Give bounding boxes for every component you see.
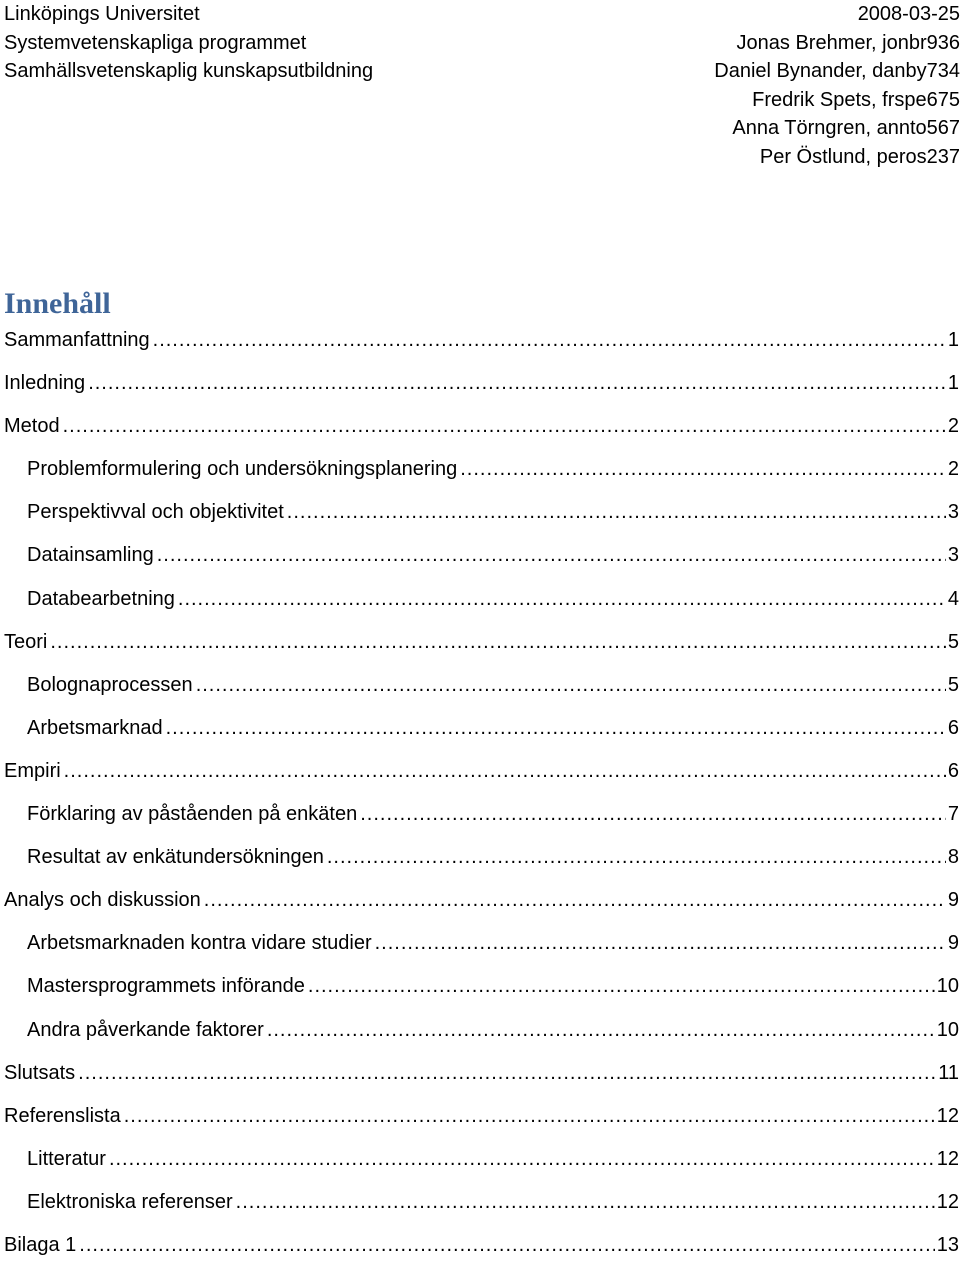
toc-entry[interactable] [0,750,960,793]
toc-entry-label: Andra påverkande faktorer [27,1018,264,1041]
toc-dot-leader [196,664,946,707]
toc-page-number: 2 [947,458,959,481]
toc-entry[interactable] [0,1224,960,1267]
toc-dot-leader [287,491,946,534]
toc-entry-label: Metod [4,415,60,438]
toc-heading: Innehåll [4,287,111,320]
toc-entry-label: Litteratur [27,1147,106,1170]
table-of-contents [0,319,960,1267]
toc-page-number: 9 [947,932,959,955]
toc-dot-leader [460,448,946,491]
toc-page-number: 12 [936,1104,959,1127]
toc-entry-label: Slutsats [4,1061,76,1084]
toc-dot-leader [157,534,946,577]
toc-dot-leader [79,1224,934,1267]
toc-entry[interactable] [0,1095,960,1138]
toc-subentry[interactable] [0,965,960,1008]
toc-page-number: 7 [947,803,959,826]
toc-page-number: 3 [947,544,959,567]
toc-entry-label: Inledning [4,372,86,395]
university-name: Linköpings Universitet [4,3,200,25]
toc-page-number: 6 [947,759,959,782]
toc-entry[interactable] [0,362,960,405]
toc-dot-leader [204,879,946,922]
toc-page-number: 1 [947,372,959,395]
toc-page-number: 5 [947,630,959,653]
toc-page-number: 9 [947,889,959,912]
toc-dot-leader [88,362,946,405]
author-line: Anna Törngren, annto567 [732,117,960,139]
toc-dot-leader [236,1181,935,1224]
author-line: Daniel Bynander, danby734 [714,60,960,82]
toc-entry-label: Sammanfattning [4,329,150,351]
toc-entry-label: Teori [4,630,48,653]
toc-page-number: 12 [936,1190,959,1213]
toc-entry[interactable] [0,879,960,922]
toc-dot-leader [308,965,935,1008]
toc-subentry[interactable] [0,707,960,750]
toc-dot-leader [327,836,946,879]
header-author-block [714,0,960,171]
program-name: Systemvetenskapliga programmet [4,31,307,54]
toc-page-number: 6 [947,716,959,739]
toc-page-number: 10 [936,975,959,998]
toc-entry-label: Databearbetning [27,587,175,610]
toc-subentry[interactable] [0,1181,960,1224]
toc-entry-label: Arbetsmarknaden kontra vidare studier [27,932,372,955]
toc-dot-leader [64,750,946,793]
toc-page-number: 1 [947,329,959,351]
toc-dot-leader [267,1009,935,1052]
header-institution-block [4,0,373,86]
toc-entry-label: Bilaga 1 [4,1233,77,1256]
toc-page-number: 12 [936,1147,959,1170]
author-line: Fredrik Spets, frspe675 [752,88,960,111]
toc-entry-label: Elektroniska referenser [27,1190,233,1213]
toc-page-number: 3 [947,501,959,524]
toc-entry-label: Resultat av enkätundersökningen [27,846,324,869]
toc-page-number: 2 [947,415,959,438]
toc-entry-label: Perspektivval och objektivitet [27,501,284,524]
toc-dot-leader [63,405,946,448]
course-name: Samhällsvetenskaplig kunskapsutbildning [4,60,374,82]
toc-subentry[interactable] [0,836,960,879]
toc-page-number: 4 [947,587,959,610]
toc-entry[interactable] [0,1052,960,1095]
toc-dot-leader [109,1138,935,1181]
toc-dot-leader [78,1052,936,1095]
toc-dot-leader [124,1095,935,1138]
toc-page-number: 11 [938,1061,959,1084]
toc-dot-leader [360,793,946,836]
toc-page-number: 10 [936,1018,959,1041]
toc-subentry[interactable] [0,578,960,621]
document-header [0,0,960,170]
toc-entry-label: Problemformulering och undersökningsplanering [27,458,458,481]
toc-page-number: 8 [947,846,959,869]
toc-entry[interactable] [0,319,960,362]
toc-page-number: 5 [947,673,959,696]
toc-subentry[interactable] [0,1138,960,1181]
toc-subentry[interactable] [0,1009,960,1052]
toc-entry-label: Arbetsmarknad [27,716,163,739]
toc-dot-leader [166,707,946,750]
author-line: Jonas Brehmer, jonbr936 [736,31,960,54]
toc-subentry[interactable] [0,534,960,577]
toc-entry-label: Analys och diskussion [4,889,201,912]
author-line: Per Östlund, peros237 [759,145,960,168]
toc-entry-label: Förklaring av påståenden på enkäten [27,803,358,826]
toc-subentry[interactable] [0,664,960,707]
toc-entry-label: Datainsamling [27,544,154,567]
toc-subentry[interactable] [0,491,960,534]
toc-page-number: 13 [936,1233,959,1256]
toc-entry[interactable] [0,405,960,448]
toc-subentry[interactable] [0,922,960,965]
toc-dot-leader [375,922,946,965]
toc-dot-leader [50,621,946,664]
toc-dot-leader [153,319,946,362]
toc-entry-label: Referenslista [4,1104,121,1127]
toc-dot-leader [178,578,946,621]
toc-subentry[interactable] [0,793,960,836]
toc-entry-label: Mastersprogrammets införande [27,975,305,998]
document-date: 2008-03-25 [857,3,960,25]
toc-entry-label: Empiri [4,759,61,782]
toc-subentry[interactable] [0,448,960,491]
toc-entry-label: Bolognaprocessen [27,673,193,696]
toc-entry[interactable] [0,621,960,664]
